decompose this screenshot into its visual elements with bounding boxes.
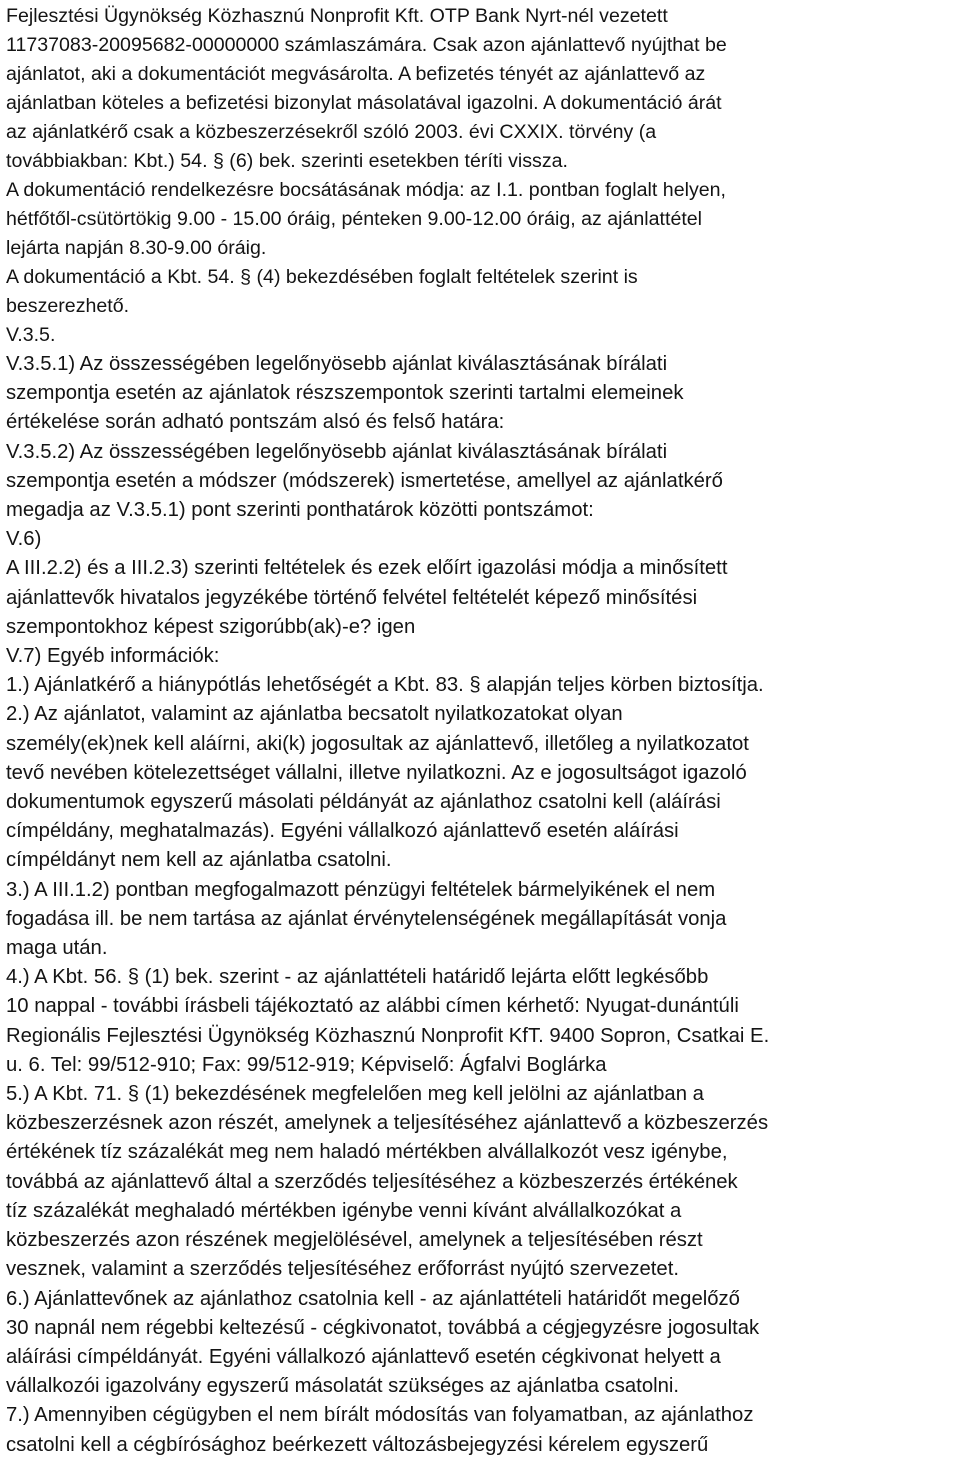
text-line: V.6) [6,528,42,551]
document-page [6,2,956,1460]
text-line: értékének tíz százalékát meg nem haladó mértékben alvállalkozót vesz igénybe, [6,1141,728,1164]
text-line: Fejlesztési Ügynökség Közhasznú Nonprofit Kft. OTP Bank Nyrt-nél vezetett [6,5,668,27]
text-line: lejárta napján 8.30-9.00 óráig. [6,237,267,259]
text-line: 30 napnál nem régebbi keltezésű - cégkivonatot, továbbá a cégjegyzésre jogosultak [6,1316,760,1339]
text-line: szempontja esetén az ajánlatok részszempontok szerinti tartalmi elemeinek [6,382,684,405]
text-line: megadja az V.3.5.1) pont szerinti ponthatárok közötti pontszámot: [6,499,594,522]
text-line: 11737083-20095682-00000000 számlaszámára. Csak azon ajánlattevő nyújthat be [6,34,727,56]
text-line: V.7) Egyéb információk: [6,645,220,668]
text-line: 6.) Ajánlattevőnek az ajánlathoz csatolnia kell - az ajánlattételi határidőt megelőző [6,1287,740,1310]
text-line: vállalkozói igazolvány egyszerű másolatát szükséges az ajánlatba csatolni. [6,1375,680,1398]
text-line: értékelése során adható pontszám alsó és felső határa: [6,411,505,434]
text-line: 4.) A Kbt. 56. § (1) bek. szerint - az ajánlattételi határidő lejárta előtt legkésőbb [6,966,709,989]
text-line: Regionális Fejlesztési Ügynökség Közhasznú Nonprofit KfT. 9400 Sopron, Csatkai E. [6,1024,770,1047]
text-line: V.3.5.1) Az összességében legelőnyösebb ajánlat kiválasztásának bírálati [6,353,668,375]
text-line: továbbá az ajánlattevő által a szerződés teljesítéséhez a közbeszerzés értékének [6,1170,738,1193]
text-line: hétfőtől-csütörtökig 9.00 - 15.00 óráig, pénteken 9.00-12.00 óráig, az ajánlattétel [6,208,703,230]
text-line: aláírási címpéldányát. Egyéni vállalkozó ajánlattevő esetén cégkivonat helyett a [6,1345,721,1368]
text-line: 7.) Amennyiben cégügyben el nem bírált módosítás van folyamatban, az ajánlathoz [6,1404,754,1427]
text-line: u. 6. Tel: 99/512-910; Fax: 99/512-919; Képviselő: Ágfalvi Boglárka [6,1053,607,1076]
text-line: közbeszerzésnek azon részét, amelynek a teljesítéséhez ajánlattevő a közbeszerzés [6,1112,769,1135]
text-line: A dokumentáció a Kbt. 54. § (4) bekezdésében foglalt feltételek szerint is [6,266,638,288]
text-line: maga után. [6,937,108,960]
text-line: 2.) Az ajánlatot, valamint az ajánlatba becsatolt nyilatkozatokat olyan [6,703,623,726]
document-section-a [6,2,956,350]
document-section-b [6,350,956,1460]
text-line: tíz százalékát meghaladó mértékben igénybe venni kívánt alvállalkozókat a [6,1199,682,1222]
text-line: közbeszerzés azon részének megjelölésével, amelynek a teljesítésében részt [6,1229,703,1252]
text-line: 5.) A Kbt. 71. § (1) bekezdésének megfelelően meg kell jelölni az ajánlatban a [6,1083,704,1106]
text-line: fogadása ill. be nem tartása az ajánlat érvénytelenségének megállapítását vonja [6,907,727,930]
text-line: V.3.5. [6,324,56,346]
text-line: A III.2.2) és a III.2.3) szerinti feltételek és ezek előírt igazolási módja a minősített [6,557,728,580]
text-line: 10 nappal - további írásbeli tájékoztató az alábbi címen kérhető: Nyugat-dunántúli [6,995,739,1018]
text-line: az ajánlatkérő csak a közbeszerzésekről szóló 2003. évi CXXIX. törvény (a [6,121,657,143]
text-line: szempontokhoz képest szigorúbb(ak)-e? igen [6,615,416,638]
text-line: szempontja esetén a módszer (módszerek) ismertetése, amellyel az ajánlatkérő [6,469,723,492]
text-line: ajánlatban köteles a befizetési bizonylat másolatával igazolni. A dokumentáció árát [6,92,722,114]
text-line: V.3.5.2) Az összességében legelőnyösebb ajánlat kiválasztásának bírálati [6,440,668,463]
text-line: 1.) Ajánlatkérő a hiánypótlás lehetőségét a Kbt. 83. § alapján teljes körben biztosítja. [6,674,764,697]
text-line: címpéldány, meghatalmazás). Egyéni vállalkozó ajánlattevő esetén aláírási [6,820,679,843]
text-line: ajánlattevők hivatalos jegyzékébe történő felvétel feltételét képező minősítési [6,586,698,609]
text-line: dokumentumok egyszerű másolati példányát az ajánlathoz csatolni kell (aláírási [6,791,721,814]
text-line: A dokumentáció rendelkezésre bocsátásának módja: az I.1. pontban foglalt helyen, [6,179,726,201]
text-line: vesznek, valamint a szerződés teljesítéséhez erőforrást nyújtó szervezetet. [6,1258,679,1281]
text-line: tevő nevében kötelezettséget vállalni, illetve nyilatkozni. Az e jogosultságot igazoló [6,761,747,784]
text-line: címpéldányt nem kell az ajánlatba csatolni. [6,849,392,872]
text-line: továbbiakban: Kbt.) 54. § (6) bek. szerinti esetekben téríti vissza. [6,150,568,172]
text-line: ajánlatot, aki a dokumentációt megvásárolta. A befizetés tényét az ajánlattevő az [6,63,706,85]
text-line: beszerezhető. [6,295,130,317]
text-line: csatolni kell a cégbírósághoz beérkezett változásbejegyzési kérelem egyszerű [6,1433,709,1456]
text-line: 3.) A III.1.2) pontban megfogalmazott pénzügyi feltételek bármelyikének el nem [6,878,716,901]
text-line: személy(ek)nek kell aláírni, aki(k) jogosultak az ajánlattevő, illetőleg a nyilatkozatot [6,732,749,755]
